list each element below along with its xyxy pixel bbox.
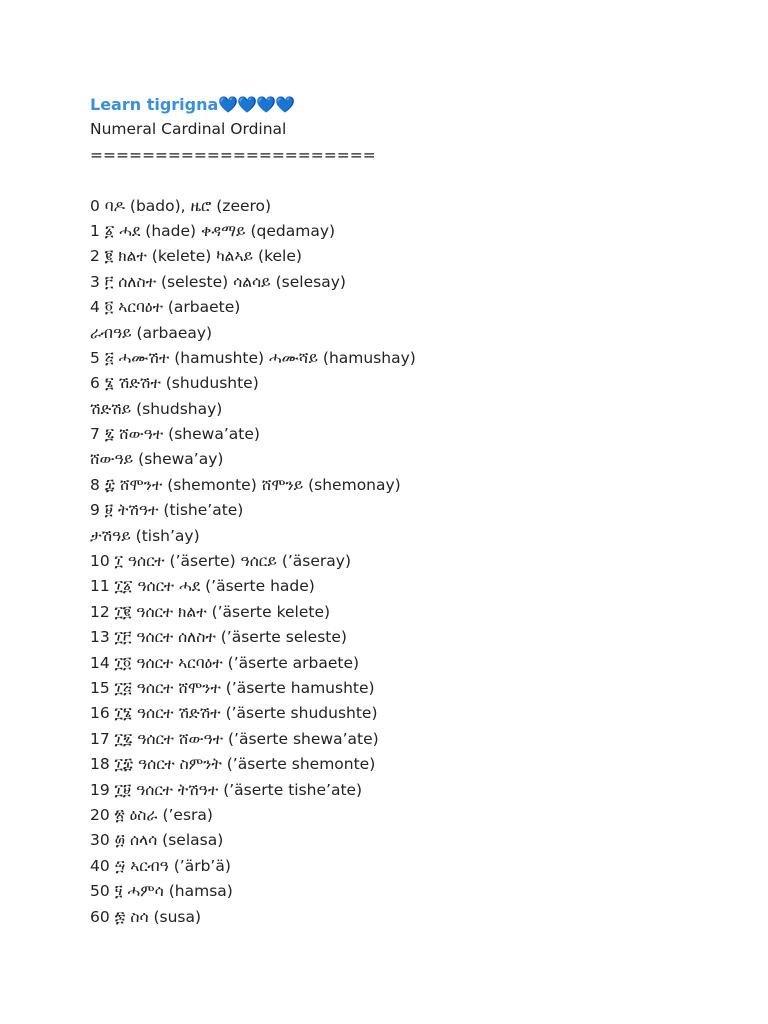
numeral-line: ሸውዓይ (shewa’ay) (90, 450, 224, 469)
blank-line (90, 168, 750, 193)
numeral-line: 50 ፶ ሓምሳ (hamsa) (90, 882, 233, 901)
numeral-line: 19 ፲፱ ዓሰርተ ትሽዓተ (’äserte tishe’ate) (90, 780, 363, 799)
numeral-line: 3 ፫ ሰለስተ (seleste) ሳልሳይ (selesay) (90, 272, 346, 291)
document-title (90, 92, 750, 117)
subtitle: Numeral Cardinal Ordinal (90, 120, 287, 139)
numeral-line: 4 ፬ ኣርባዕተ (arbaete) (90, 298, 241, 317)
separator: ====================== (90, 145, 376, 164)
numeral-line: 18 ፲፰ ዓሰርተ ስምንት (’äserte shemonte) (90, 755, 376, 774)
numeral-line: 12 ፲፪ ዓሰርተ ክልተ (’äserte kelete) (90, 602, 331, 621)
numeral-line: 17 ፲፯ ዓሰርተ ሸውዓተ (’äserte shewa’ate) (90, 729, 379, 748)
numeral-line: 6 ፮ ሽድሽተ (shudushte) (90, 374, 259, 393)
numeral-line: 1 ፩ ሓደ (hade) ቀዳማይ (qedamay) (90, 221, 336, 240)
numeral-line: 11 ፲፩ ዓሰርተ ሓደ (’äserte hade) (90, 577, 315, 596)
numeral-line: 40 ፵ ኣርብዓ (’ärb’ä) (90, 856, 231, 875)
numeral-line: 16 ፲፮ ዓሰርተ ሽድሽተ (’äserte shudushte) (90, 704, 378, 723)
numeral-line: 20 ፳ ዕስራ (’esra) (90, 805, 213, 824)
numeral-line: ሽድሽይ (shudshay) (90, 399, 223, 418)
numeral-line: 2 ፪ ክልተ (kelete) ካልኣይ (kele) (90, 247, 302, 266)
numeral-line: ራብዓይ (arbaeay) (90, 323, 213, 342)
numeral-line: 10 ፲ ዓሰርተ (’äserte) ዓሰርይ (’äseray) (90, 552, 352, 571)
numeral-line: 30 ፴ ሰላሳ (selasa) (90, 831, 224, 850)
numeral-line: 0 ባዶ (bado), ዜሮ (zeero) (90, 196, 272, 215)
numeral-line: 14 ፲፬ ዓሰርተ ኣርባዕተ (’äserte arbaete) (90, 653, 360, 672)
title-text: Learn tigrigna (90, 95, 219, 114)
numeral-line: 8 ፰ ሸሞንተ (shemonte) ሸሞንይ (shemonay) (90, 475, 401, 494)
numeral-line: 15 ፲፭ ዓሰርተ ሸሞንተ (’äserte hamushte) (90, 679, 375, 697)
numeral-line: 5 ፭ ሓሙሽተ (hamushte) ሓሙሻይ (hamushay) (90, 348, 416, 367)
numeral-line: 60 ፷ ስሳ (susa) (90, 907, 202, 926)
numeral-line: 9 ፱ ትሽዓተ (tishe’ate) (90, 501, 244, 520)
document-page (90, 92, 750, 930)
numeral-line: 13 ፲፫ ዓሰርተ ሰለስተ (’äserte seleste) (90, 628, 347, 647)
blue-heart-icons: 💙💙💙💙 (218, 95, 294, 114)
numeral-line: 7 ፯ ሸውዓተ (shewa’ate) (90, 425, 260, 444)
numeral-line: ታሽዓይ (tish’ay) (90, 526, 200, 545)
